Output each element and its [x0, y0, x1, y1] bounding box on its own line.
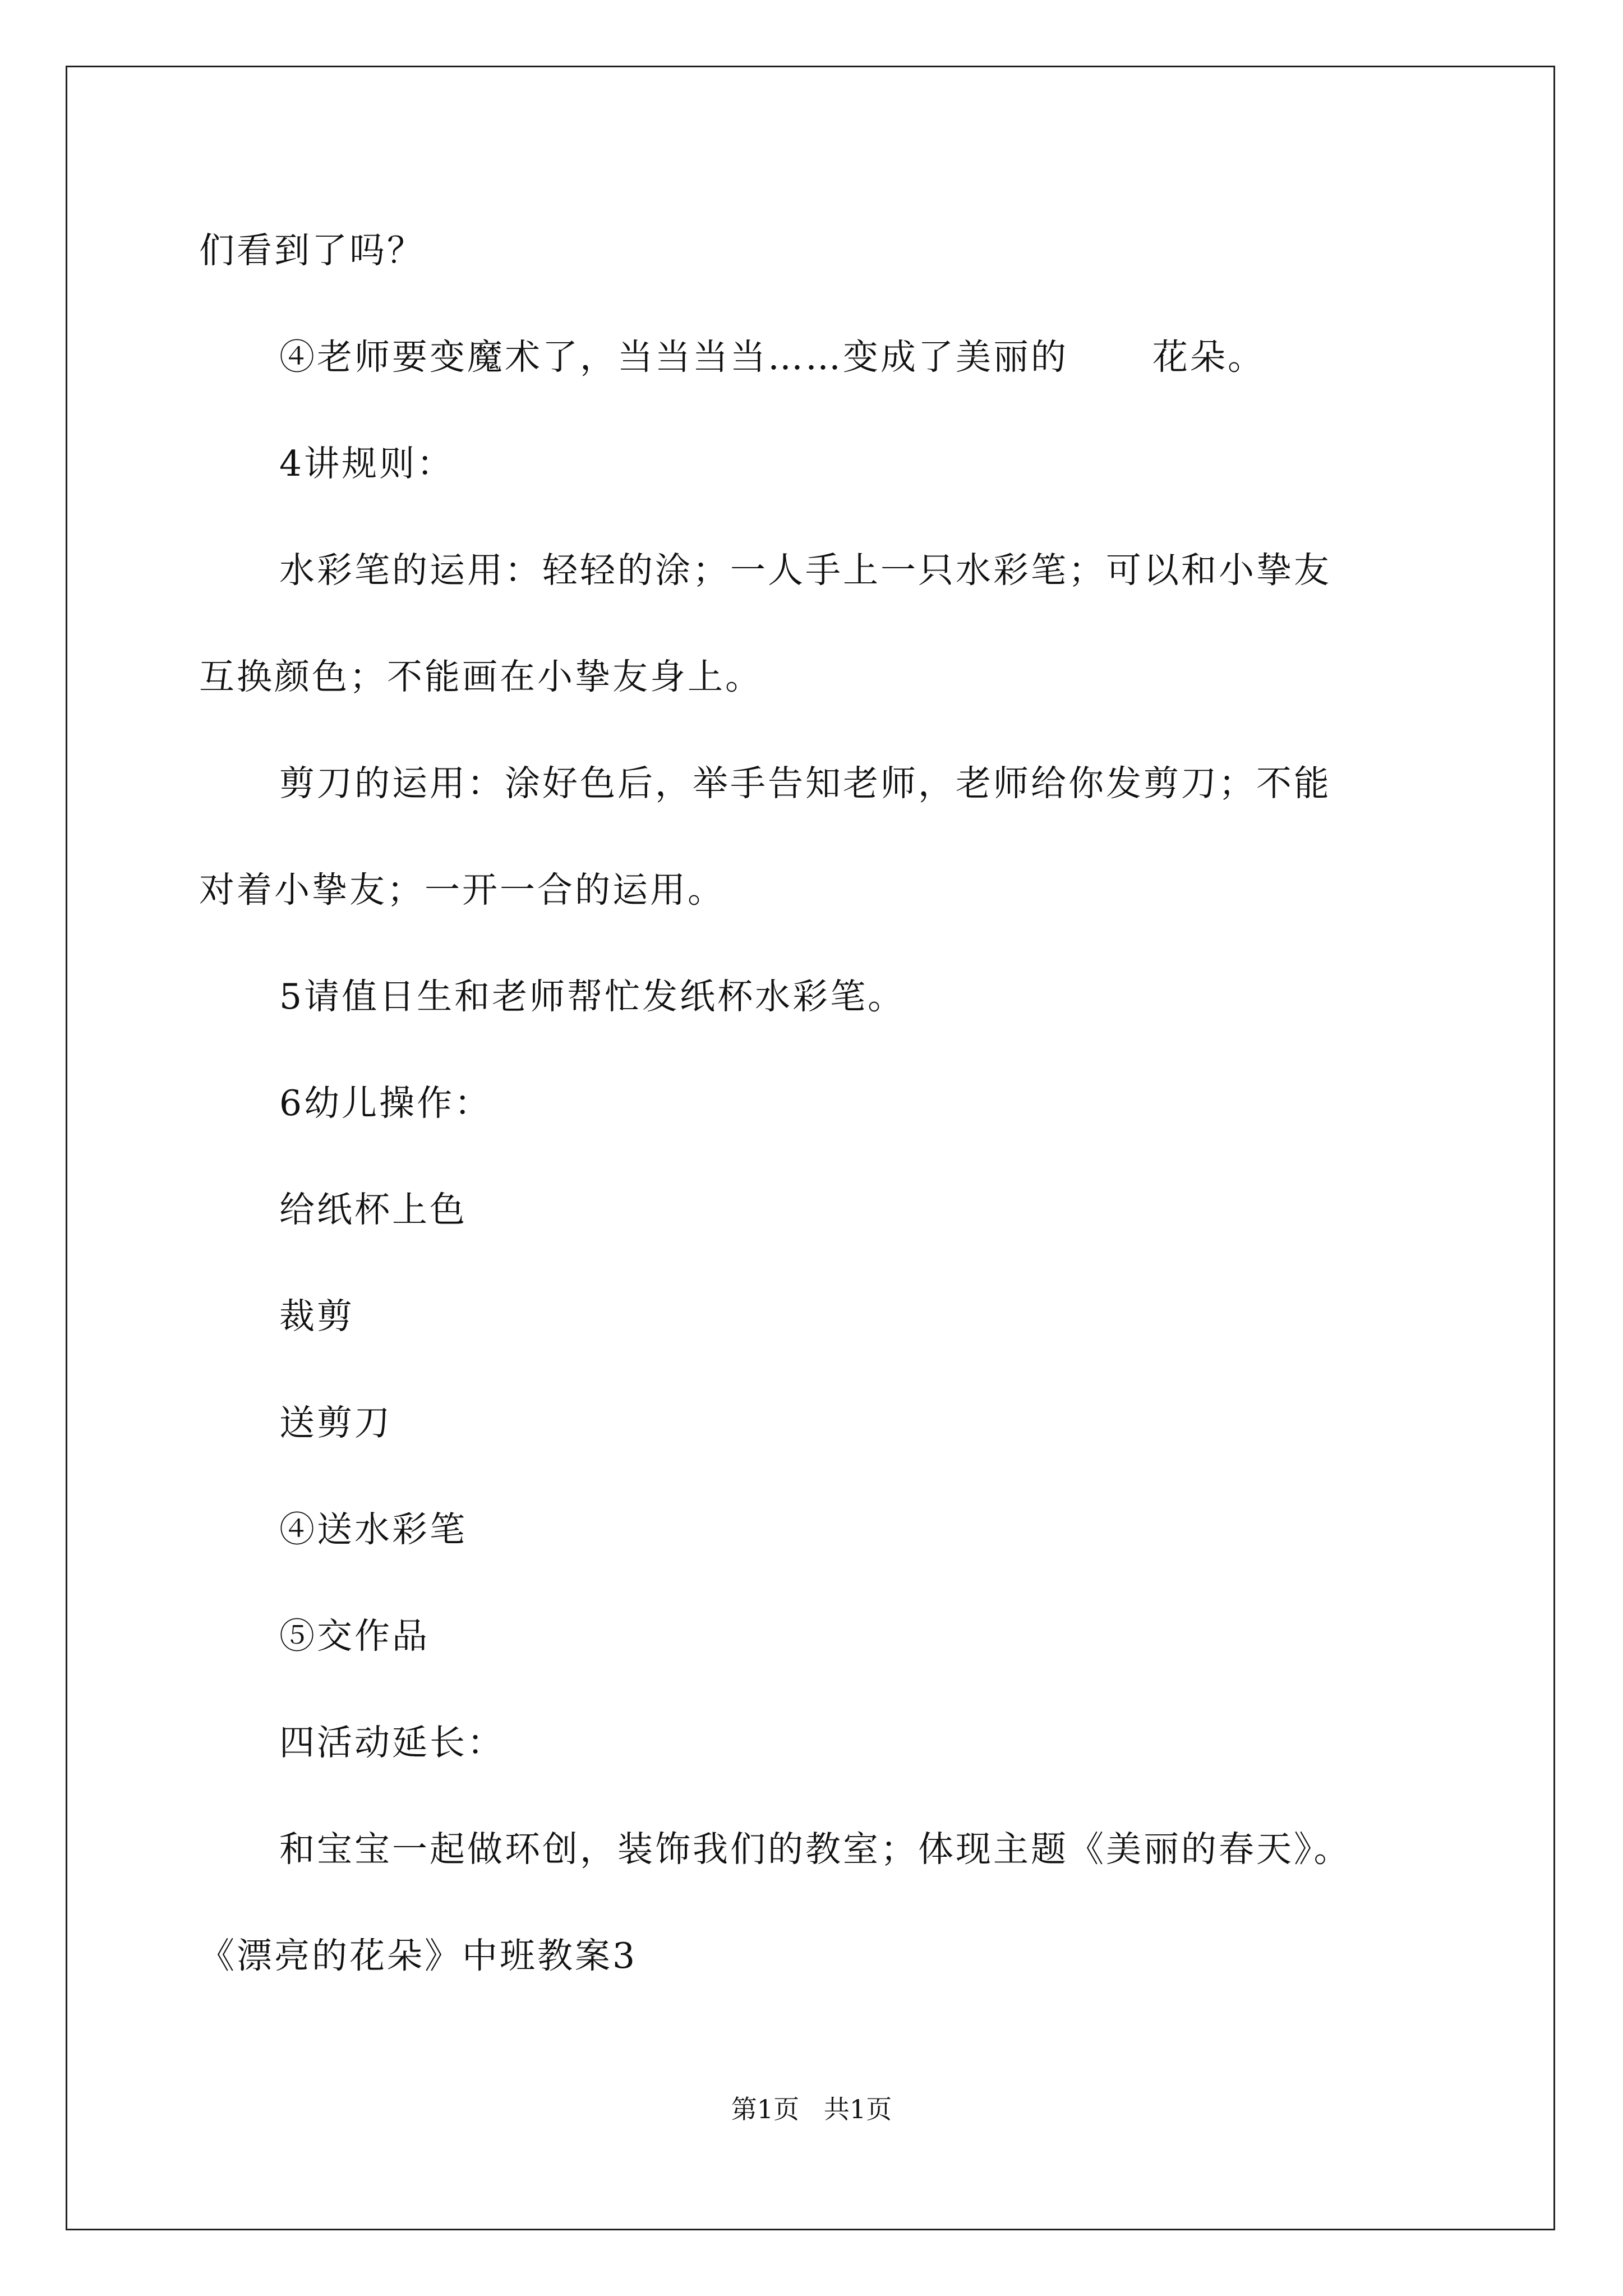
- text-line-17: 《漂亮的花朵》中班教案3: [199, 1935, 638, 1976]
- text-line-10: 给纸杯上色: [279, 1189, 467, 1230]
- text-line-15: 四活动延长：: [279, 1722, 505, 1763]
- text-line-2-part-1: ④老师要变魔术了，当当当当……变成了美丽的: [279, 337, 1068, 378]
- text-line-11: 裁剪: [279, 1296, 354, 1337]
- text-line-1: 们看到了吗？: [199, 230, 425, 271]
- text-line-2: [279, 335, 1265, 380]
- text-line-3: 4讲规则：: [279, 443, 455, 484]
- page-footer: 第1页 共1页: [731, 2094, 892, 2124]
- text-line-16: 和宝宝一起做环创，装饰我们的教室；体现主题《美丽的春天》。: [279, 1829, 1352, 1870]
- text-line-7: 对着小挚友；一开一合的运用。: [199, 869, 725, 910]
- text-line-4: 水彩笔的运用：轻轻的涂；一人手上一只水彩笔；可以和小挚友: [279, 550, 1331, 591]
- text-line-5: 互换颜色；不能画在小挚友身上。: [199, 656, 763, 697]
- text-line-14: ⑤交作品: [279, 1616, 430, 1657]
- text-line-6: 剪刀的运用：涂好色后，举手告知老师，老师给你发剪刀；不能: [279, 763, 1331, 804]
- text-line-13: ④送水彩笔: [279, 1509, 467, 1550]
- text-line-8: 5请值日生和老师帮忙发纸杯水彩笔。: [279, 976, 906, 1017]
- text-line-2-part-2: 花朵。: [1152, 337, 1265, 378]
- page-border: [66, 66, 1555, 2230]
- text-line-12: 送剪刀: [279, 1402, 392, 1443]
- text-line-9: 6幼儿操作：: [279, 1083, 492, 1124]
